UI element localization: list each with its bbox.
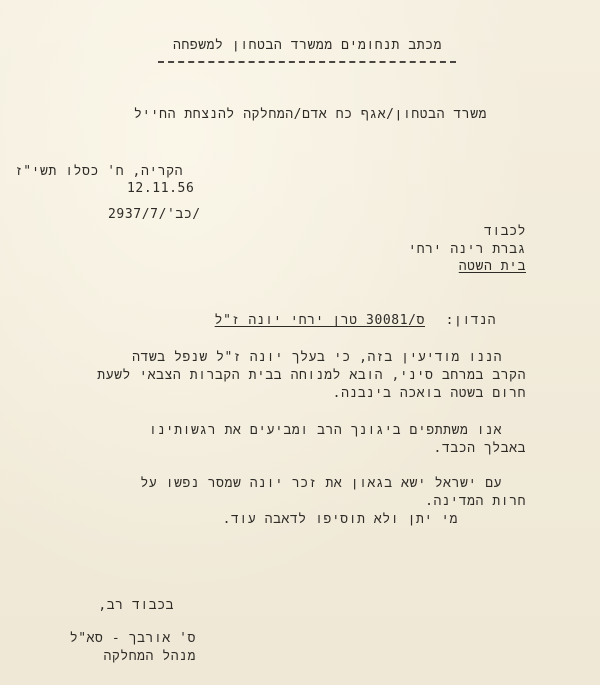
signer-name: ס' אורבך - סא"ל [69, 631, 196, 646]
body-line: הננו מודיעין בזה, כי בעלך יונה ז"ל שנפל בשדה [132, 350, 502, 365]
subject-label: הנדון: [445, 313, 496, 328]
title-underline [158, 61, 456, 63]
body-line: חרות המדינה. [425, 494, 526, 509]
body-line: באבלך הכבד. [433, 441, 526, 456]
body-line: מי יתן ולא תוסיפו לדאבה עוד. [222, 512, 458, 527]
closing-regards: בכבוד רב, [98, 598, 174, 613]
body-line: עם ישראל ישא בגאון את זכר יונה שמסר נפשו על [140, 476, 502, 491]
subject-text: ס/30081 טרן ירחי יונה ז"ל [214, 313, 425, 328]
date-numeric: 12.11.56 [127, 181, 195, 196]
body-line: חרום בשטה בואכה בינבנה. [332, 386, 526, 401]
recipient-location: בית השטה [458, 259, 526, 274]
reference-number: כב'/2937/7/ [108, 207, 201, 222]
recipient-name: גברת רינה ירחי [408, 242, 526, 257]
signer-title: מנהל המחלקה [103, 649, 196, 664]
recipient-salutation: לכבוד [483, 224, 526, 239]
place-date-hebrew: הקריה, ח' כסלו תשי"ז [14, 164, 183, 179]
ministry-line: משרד הבטחון/אגף כח אדם/המחלקה להנצחת החייל [133, 107, 487, 122]
body-line: אנו משתתפים ביגונך הרב ומביעים את רגשותינו [148, 423, 502, 438]
letter-title: מכתב תנחומים ממשרד הבטחון למשפחה [173, 38, 442, 53]
body-line: הקרב במרחב סיני, הובא למנוחה בבית הקברות הצבאי לשעת [97, 368, 526, 383]
